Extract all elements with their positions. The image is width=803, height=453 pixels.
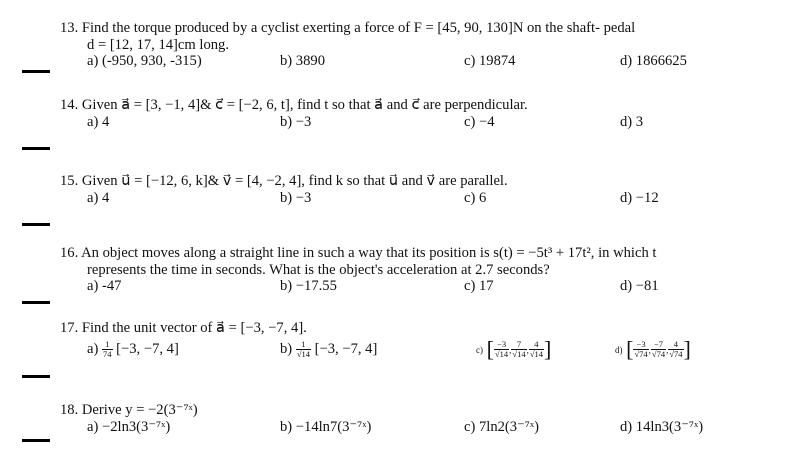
option-d[interactable]: d) −12 <box>620 189 659 206</box>
question-text: 16. An object moves along a straight line in such a way that its position is s(t) = −5t³ + 17t², in which t <box>60 245 657 261</box>
option-a[interactable]: a) -47 <box>87 278 122 294</box>
question-18 <box>60 402 793 436</box>
question-text: 14. Given a⃗ = [3, −1, 4]& c⃗ = [−2, 6, t], find t so that a⃗ and c⃗ are perpendicular. <box>60 97 528 113</box>
answer-blank-15[interactable] <box>22 223 50 226</box>
question-text: 17. Find the unit vector of a⃗ = [−3, −7, 4]. <box>60 320 307 336</box>
option-b[interactable]: b) −17.55 <box>280 278 337 294</box>
option-b[interactable]: b) −3 <box>280 189 312 206</box>
options-row <box>60 53 793 70</box>
question-13 <box>60 20 793 70</box>
question-14 <box>60 97 793 131</box>
answer-blank-14[interactable] <box>22 147 50 150</box>
option-d[interactable]: d) 3 <box>620 113 644 130</box>
option-a[interactable]: a) $\frac{1}{74}$ [−3, −7, 4] <box>87 338 179 359</box>
question-text-cont: represents the time in seconds. What is the object's acceleration at 2.7 seconds? <box>87 261 550 278</box>
question-16 <box>60 245 793 295</box>
answer-blank-17[interactable] <box>22 375 50 378</box>
option-c[interactable]: c) [ $\frac{-3}{√14}$ , $\frac{7}{√14}$ , $\frac{4}{√14}$ ] <box>476 336 552 361</box>
options-row <box>60 419 793 436</box>
option-a[interactable]: a) (-950, 930, -315) <box>87 53 202 69</box>
option-c[interactable]: c) −4 <box>464 113 495 130</box>
question-text-cont: d = [12, 17, 14]cm long. <box>87 36 229 53</box>
options-row <box>60 278 793 295</box>
option-c[interactable]: c) 17 <box>464 278 494 294</box>
option-b[interactable]: b) 3890 <box>280 53 325 69</box>
answer-blank-18[interactable] <box>22 439 50 442</box>
option-b[interactable]: b) $\frac{1}{√14}$ [−3, −7, 4] <box>280 338 378 359</box>
option-d[interactable]: d) −81 <box>620 278 659 294</box>
fraction: $\frac{1}{√14}$ <box>296 338 310 359</box>
option-c[interactable]: c) 7ln2(3⁻⁷ˣ) <box>464 418 539 435</box>
options-row <box>60 114 793 131</box>
question-text: 15. Given u⃗ = [−12, 6, k]& v⃗ = [4, −2, 4], find k so that u⃗ and v⃗ are parallel. <box>60 173 508 189</box>
options-row <box>60 336 793 366</box>
question-text: 13. Find the torque produced by a cyclist exerting a force of F = [45, 90, 130]N on the shaft- pedal <box>60 20 636 36</box>
option-b[interactable]: b) −3 <box>280 113 312 130</box>
options-row <box>60 190 793 207</box>
option-d[interactable]: d) 14ln3(3⁻⁷ˣ) <box>620 418 704 435</box>
answer-blank-13[interactable] <box>22 70 50 73</box>
question-text: 18. Derive y = −2(3⁻⁷ˣ) <box>60 402 198 418</box>
option-c[interactable]: c) 6 <box>464 189 487 206</box>
option-a[interactable]: a) 4 <box>87 113 110 130</box>
option-b[interactable]: b) −14ln7(3⁻⁷ˣ) <box>280 418 372 435</box>
option-d[interactable]: d) [ $\frac{-3}{√74}$ , $\frac{-7}{√74}$ , $\frac{4}{√74}$ ] <box>615 336 691 361</box>
question-17 <box>60 320 793 366</box>
option-d[interactable]: d) 1866625 <box>620 53 687 69</box>
fraction: $\frac{1}{74}$ <box>103 338 112 359</box>
option-a[interactable]: a) 4 <box>87 189 110 206</box>
option-a[interactable]: a) −2ln3(3⁻⁷ˣ) <box>87 418 171 435</box>
answer-blank-16[interactable] <box>22 301 50 304</box>
question-15 <box>60 173 793 207</box>
option-c[interactable]: c) 19874 <box>464 53 516 69</box>
